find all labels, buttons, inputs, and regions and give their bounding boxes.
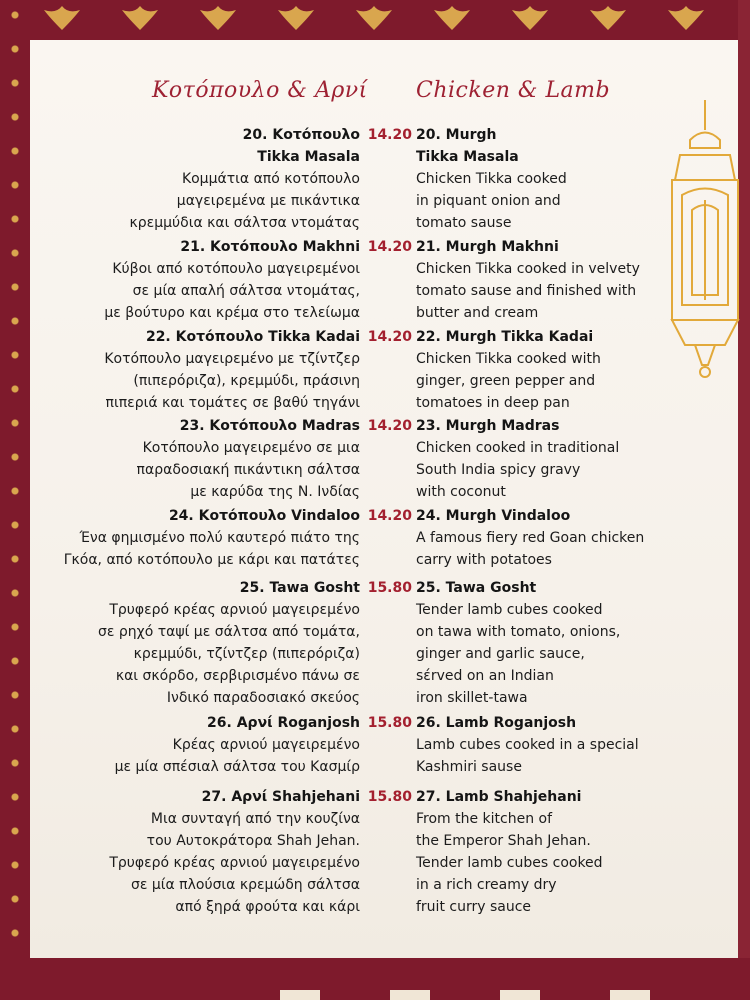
english-dish-description: Tender lamb cubes cooked xyxy=(416,602,603,618)
english-dish-description: South India spicy gravy xyxy=(416,462,581,478)
greek-dish-name: 22. Κοτόπουλο Tikka Kadai xyxy=(145,329,360,345)
english-dish-name: Tikka Masala xyxy=(416,149,519,165)
english-dish-description: Kashmiri sause xyxy=(416,759,522,775)
english-dish-name: 22. Murgh Tikka Kadai xyxy=(416,329,594,345)
greek-dish-description: με καρύδα της Ν. Ινδίας xyxy=(190,484,360,500)
price: 15.80 xyxy=(367,789,412,805)
greek-dish-description: Μια συνταγή από την κουζίνα xyxy=(150,811,360,827)
leaf-motif-icon xyxy=(508,4,552,32)
english-dish-description: Chicken Tikka cooked xyxy=(416,171,567,187)
greek-column xyxy=(60,712,360,778)
section-heading-english: Chicken & Lamb xyxy=(416,78,611,103)
price: 14.20 xyxy=(367,418,412,434)
english-dish-name: 27. Lamb Shahjehani xyxy=(416,789,582,805)
english-column xyxy=(416,786,696,918)
bottom-tab xyxy=(280,990,320,1000)
greek-dish-description: Ινδικό παραδοσιακό σκεύος xyxy=(166,690,360,706)
english-dish-description: Lamb cubes cooked in a special xyxy=(416,737,639,753)
greek-dish-description: του Αυτοκράτορα Shah Jehan. xyxy=(146,833,360,849)
greek-dish-description: Κομμάτια από κοτόπουλο xyxy=(181,171,360,187)
greek-column xyxy=(60,577,360,709)
greek-dish-name: 21. Κοτόπουλο Makhni xyxy=(180,239,360,255)
greek-dish-description: σε μία απαλή σάλτσα ντομάτας, xyxy=(132,283,360,299)
price: 15.80 xyxy=(367,580,412,596)
english-column xyxy=(416,236,696,324)
greek-dish-description: (πιπερόριζα), κρεμμύδι, πράσινη xyxy=(133,373,360,389)
price: 14.20 xyxy=(367,127,412,143)
greek-dish-description: Τρυφερό κρέας αρνιού μαγειρεμένο xyxy=(109,602,360,618)
bottom-tab xyxy=(390,990,430,1000)
english-column xyxy=(416,326,696,414)
english-dish-name: 26. Lamb Roganjosh xyxy=(416,715,577,731)
greek-dish-description: σε μία πλούσια κρεμώδη σάλτσα xyxy=(130,877,360,893)
price: 14.20 xyxy=(367,239,412,255)
greek-dish-description: μαγειρεμένα με πικάντικα xyxy=(176,193,360,209)
greek-dish-name: 27. Αρνί Shahjehani xyxy=(201,789,360,805)
english-dish-description: Tender lamb cubes cooked xyxy=(416,855,603,871)
english-dish-description: Chicken Tikka cooked with xyxy=(416,351,601,367)
greek-dish-description: με μία σπέσιαλ σάλτσα του Κασμίρ xyxy=(114,759,360,775)
greek-dish-name: 24. Κοτόπουλο Vindaloo xyxy=(168,508,360,524)
leaf-motif-icon xyxy=(664,4,708,32)
left-decorative-border xyxy=(0,0,30,1000)
greek-column xyxy=(60,124,360,234)
price: 14.20 xyxy=(367,508,412,524)
greek-dish-description: Κρέας αρνιού μαγειρεμένο xyxy=(172,737,360,753)
greek-dish-description: κρεμμύδι, τζίντζερ (πιπερόριζα) xyxy=(133,646,360,662)
greek-dish-description: και σκόρδο, σερβιρισμένο πάνω σε xyxy=(115,668,360,684)
english-dish-name: 25. Tawa Gosht xyxy=(416,580,537,596)
bottom-tab xyxy=(610,990,650,1000)
english-column xyxy=(416,505,696,571)
english-dish-description: with coconut xyxy=(416,484,506,500)
english-dish-description: ginger and garlic sauce, xyxy=(416,646,585,662)
price: 14.20 xyxy=(367,329,412,345)
english-dish-description: in piquant onion and xyxy=(416,193,561,209)
leaf-motif-icon xyxy=(118,4,162,32)
greek-dish-description: κρεμμύδια και σάλτσα ντομάτας xyxy=(129,215,360,231)
greek-dish-name: 23. Κοτόπουλο Madras xyxy=(179,418,360,434)
greek-column xyxy=(60,505,360,571)
english-dish-description: butter and cream xyxy=(416,305,539,321)
english-column xyxy=(416,712,696,778)
greek-dish-description: από ξηρά φρούτα και κάρι xyxy=(175,899,360,915)
greek-dish-description: Κύβοι από κοτόπουλο μαγειρεμένοι xyxy=(112,261,360,277)
greek-column xyxy=(60,236,360,324)
english-dish-description: carry with potatoes xyxy=(416,552,552,568)
leaf-motif-icon xyxy=(196,4,240,32)
greek-column xyxy=(60,786,360,918)
leaf-motif-icon xyxy=(352,4,396,32)
english-column xyxy=(416,124,696,234)
greek-dish-description: Ένα φημισμένο πολύ καυτερό πιάτο της xyxy=(79,530,360,546)
english-dish-description: on tawa with tomato, onions, xyxy=(416,624,621,640)
greek-dish-description: Κοτόπουλο μαγειρεμένο σε μια xyxy=(142,440,360,456)
greek-dish-description: Κοτόπουλο μαγειρεμένο με τζίντζερ xyxy=(104,351,360,367)
english-dish-name: 23. Murgh Madras xyxy=(416,418,560,434)
greek-dish-description: με βούτυρο και κρέμα στο τελείωμα xyxy=(104,305,360,321)
greek-dish-description: σε ρηχό ταψί με σάλτσα από τομάτα, xyxy=(97,624,360,640)
section-heading-greek: Κοτόπουλο & Αρνί xyxy=(152,78,368,103)
greek-dish-name: 25. Tawa Gosht xyxy=(239,580,360,596)
english-dish-description: ginger, green pepper and xyxy=(416,373,596,389)
english-dish-description: fruit curry sauce xyxy=(416,899,532,915)
greek-dish-description: Γκόα, από κοτόπουλο με κάρι και πατάτες xyxy=(63,552,360,568)
english-dish-description: Chicken Tikka cooked in velvety xyxy=(416,261,640,277)
english-dish-description: Chicken cooked in traditional xyxy=(416,440,620,456)
leaf-motif-icon xyxy=(586,4,630,32)
leaf-motif-icon xyxy=(274,4,318,32)
english-dish-description: From the kitchen of xyxy=(416,811,553,827)
greek-dish-description: πιπεριά και τομάτες σε βαθύ τηγάνι xyxy=(105,395,360,411)
english-dish-description: the Emperor Shah Jehan. xyxy=(416,833,591,849)
english-column xyxy=(416,415,696,503)
english-dish-name: 21. Murgh Makhni xyxy=(416,239,559,255)
english-dish-description: tomatoes in deep pan xyxy=(416,395,570,411)
leaf-motif-icon xyxy=(430,4,474,32)
greek-dish-name: 20. Κοτόπουλο xyxy=(242,127,360,143)
greek-dish-name: Tikka Masala xyxy=(257,149,360,165)
greek-dish-name: 26. Αρνί Roganjosh xyxy=(207,715,360,731)
greek-dish-description: παραδοσιακή πικάντικη σάλτσα xyxy=(136,462,360,478)
english-dish-description: in a rich creamy dry xyxy=(416,877,557,893)
leaf-motif-icon xyxy=(40,4,84,32)
english-dish-name: 24. Murgh Vindaloo xyxy=(416,508,571,524)
english-dish-description: tomato sause and finished with xyxy=(416,283,637,299)
english-dish-description: A famous fiery red Goan chicken xyxy=(416,530,645,546)
english-dish-description: sέrved on an Indian xyxy=(416,668,554,684)
english-dish-description: iron skillet-tawa xyxy=(416,690,528,706)
greek-dish-description: Τρυφερό κρέας αρνιού μαγειρεμένο xyxy=(109,855,360,871)
english-dish-description: tomato sause xyxy=(416,215,512,231)
greek-column xyxy=(60,415,360,503)
english-column xyxy=(416,577,696,709)
bottom-tab xyxy=(500,990,540,1000)
english-dish-name: 20. Murgh xyxy=(416,127,497,143)
greek-column xyxy=(60,326,360,414)
price: 15.80 xyxy=(367,715,412,731)
